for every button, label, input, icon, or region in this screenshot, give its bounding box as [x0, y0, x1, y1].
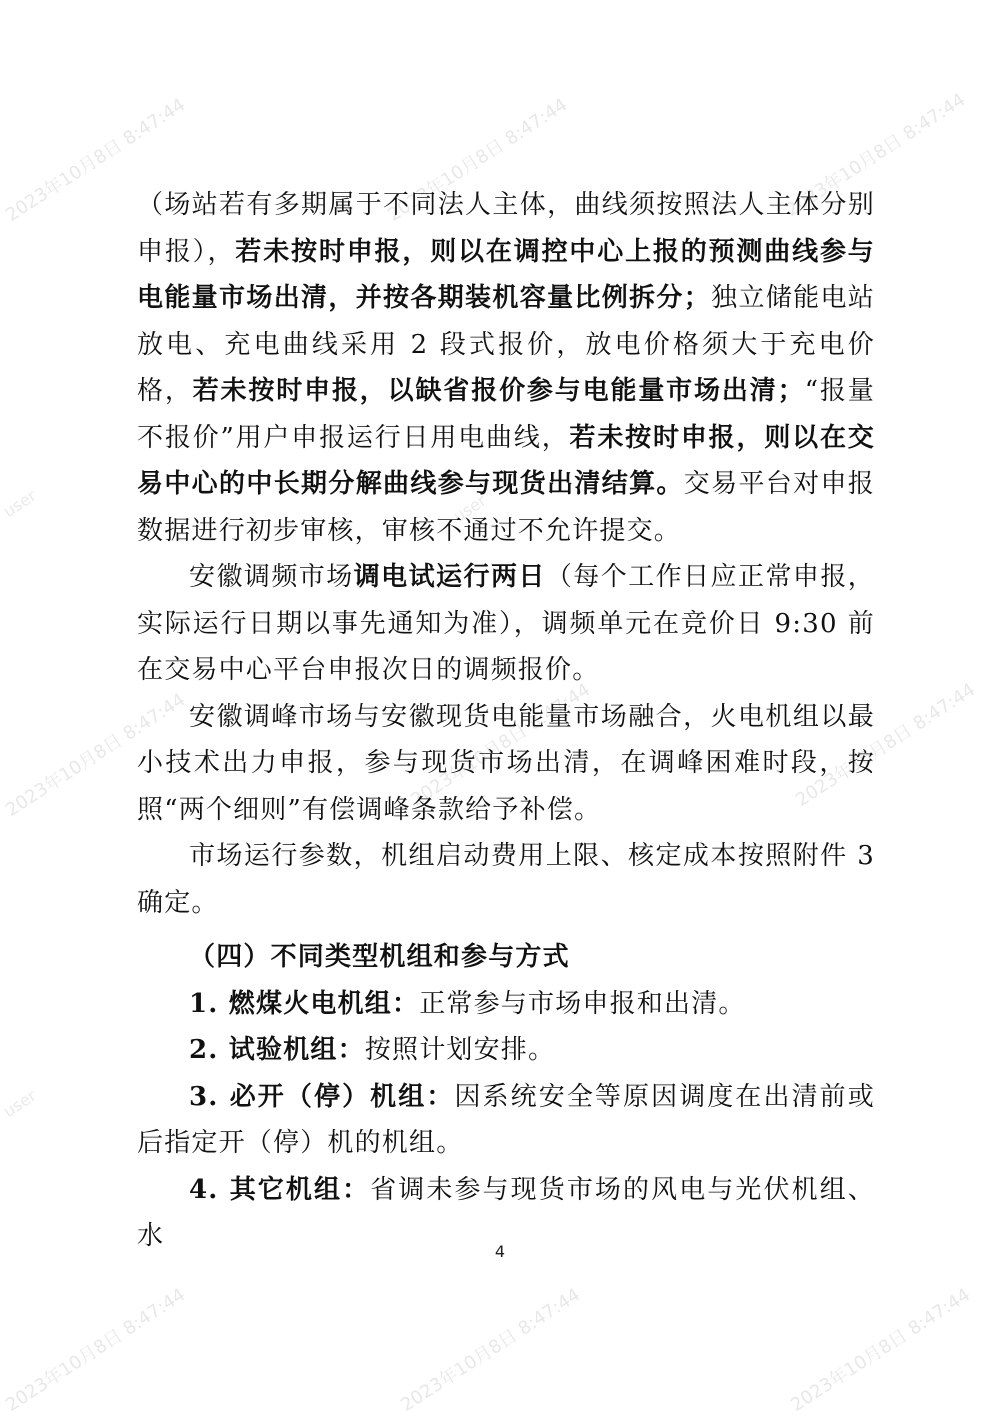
- list-item-label: 3. 必开（停）机组：: [189, 1081, 455, 1112]
- list-item-label: 1. 燃煤火电机组：: [189, 988, 420, 1019]
- p2-bold-1: 调电试运行两日: [353, 562, 546, 592]
- watermark-fragment-center-1: user: [450, 490, 490, 526]
- list-item: [137, 1027, 875, 1074]
- paragraph-peak-shaving-market: 安徽调峰市场与安徽现货电能量市场融合，火电机组以最小技术出力申报，参与现货市场出清，在调峰困难时段，按照“两个细则”有偿调峰条款给予补偿。: [137, 701, 875, 825]
- p1-text-3: “报量不报价”用户申报运行日用电曲线，: [137, 376, 875, 453]
- p1-bold-2: 若未按时申报，以缺省报价参与电能量市场出清；: [192, 376, 805, 406]
- watermark-middle-right: 2023年10月8日 8:47:44: [792, 679, 980, 811]
- section-heading: （四）不同类型机组和参与方式: [189, 942, 570, 972]
- watermark-top-left: 2023年10月8日 8:47:44: [2, 94, 190, 226]
- p1-bold-3: 若未按时申报，则以在交易中心的中长期分解曲线参与现货出清结算。: [137, 422, 875, 499]
- watermark-fragment-left-2: user: [0, 1085, 40, 1121]
- watermark-middle-center: 2023年10月8日 8:47:44: [407, 679, 595, 811]
- list-item-label: 2. 试验机组：: [189, 1035, 365, 1065]
- watermark-bottom-center: 2023年10月8日 8:47:44: [397, 1284, 585, 1416]
- list-item-text: 按照计划安排。: [364, 1035, 556, 1065]
- page-number: 4: [494, 1242, 506, 1261]
- p2-text-1: 安徽调频市场: [189, 562, 354, 592]
- p1-text-1: （场站若有多期属于不同法人主体，曲线须按照法人主体分别申报），: [137, 190, 875, 267]
- paragraph-declaration-rules: [137, 182, 875, 554]
- watermark-fragment-left-1: user: [0, 485, 40, 521]
- document-body: [137, 182, 875, 1260]
- watermark-top-center: 2023年10月8日 8:47:44: [384, 94, 572, 226]
- list-item-text: 省调未参与现货市场的风电与光伏机组、水: [137, 1174, 875, 1251]
- watermark-bottom-right: 2023年10月8日 8:47:44: [787, 1284, 975, 1416]
- list-item-label: 4. 其它机组：: [189, 1174, 371, 1205]
- paragraph-market-parameters: 市场运行参数，机组启动费用上限、核定成本按照附件 3 确定。: [137, 841, 875, 918]
- p1-bold-1: 若未按时申报，则以在调控中心上报的预测曲线参与电能量市场出清，并按各期装机容量比例拆分；: [137, 236, 875, 313]
- list-item: [137, 1074, 875, 1167]
- list-item: [137, 981, 875, 1028]
- p2-text-2: （每个工作日应正常申报，实际运行日期以事先通知为准），调频单元在竞价日 9:30 前在交易中心平台申报次日的调频报价。: [137, 562, 876, 685]
- list-item-text: 正常参与市场申报和出清。: [419, 988, 746, 1019]
- p1-text-4: 交易平台对申报数据进行初步审核，审核不通过不允许提交。: [137, 469, 875, 546]
- watermark-middle-left: 2023年10月8日 8:47:44: [2, 689, 190, 821]
- watermark-bottom-left: 2023年10月8日 8:47:44: [2, 1284, 190, 1416]
- p1-text-2: 独立储能电站放电、充电曲线采用 2 段式报价，放电价格须大于充电价格，: [137, 283, 875, 406]
- paragraph-frequency-market: [137, 554, 875, 694]
- watermark-top-right: 2023年10月8日 8:47:44: [782, 89, 970, 221]
- list-item-text: 因系统安全等原因调度在出清前或后指定开（停）机的机组。: [137, 1081, 875, 1158]
